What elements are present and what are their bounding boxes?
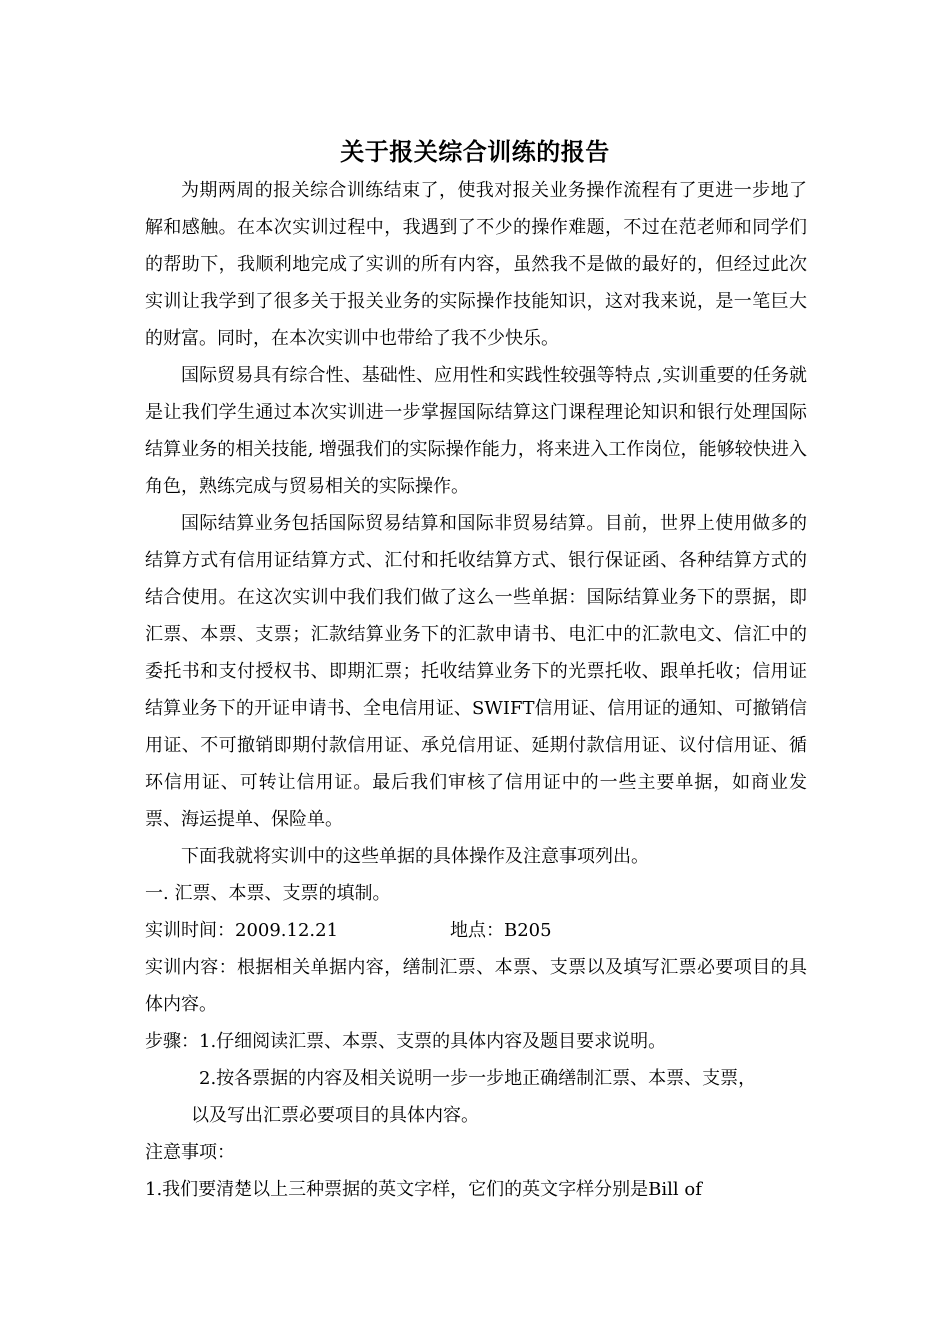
training-time: 实训时间：2009.12.21	[145, 920, 339, 941]
section-heading: 一. 汇票、本票、支票的填制。	[145, 883, 391, 904]
step-2-continued: 以及写出汇票必要项目的具体内容。	[191, 1105, 479, 1126]
training-content: 实训内容：根据相关单据内容，缮制汇票、本票、支票以及填写汇票必要项目的具体内容。	[145, 957, 807, 1015]
paragraph-settlement-business: 国际结算业务包括国际贸易结算和国际非贸易结算。目前，世界上使用做多的结算方式有信用证结算方式、汇付和托收结算方式、银行保证函、各种结算方式的结合使用。在这次实训中我们我们做了这么一些单据：国际结算业务下的票据，即汇票、本票、支票；汇款结算业务下的汇款申请书、电汇中的汇款电文、信汇中的委托书和支付授权书、即期汇票；托收结算业务下的光票托收、跟单托收；信用证结算业务下的开证申请书、全电信用证、SWIFT信用证、信用证的通知、可撤销信用证、不可撤销即期付款信用证、承兑信用证、延期付款信用证、议付信用证、循环信用证、可转让信用证。最后我们审核了信用证中的一些主要单据，如商业发票、海运提单、保险单。	[145, 513, 807, 830]
step-2: 2.按各票据的内容及相关说明一步一步地正确缮制汇票、本票、支票，	[199, 1068, 757, 1089]
paragraph-list-intro: 下面我就将实训中的这些单据的具体操作及注意事项列出。	[181, 846, 649, 867]
note-1: 1.我们要清楚以上三种票据的英文字样，它们的英文字样分别是Bill of	[145, 1179, 702, 1200]
step-1: 步骤：1.仔细阅读汇票、本票、支票的具体内容及题目要求说明。	[145, 1031, 667, 1052]
paragraph-trade-features: 国际贸易具有综合性、基础性、应用性和实践性较强等特点 ,实训重要的任务就是让我们学生通过本次实训进一步掌握国际结算这门课程理论知识和银行处理国际结算业务的相关技能, 增强我们的实际操作能力，将来进入工作岗位，能够较快进入角色，熟练完成与贸易相关的实际操作。	[145, 365, 807, 497]
notes-heading: 注意事项：	[145, 1142, 235, 1163]
document-body	[145, 172, 807, 1208]
training-location: 地点：B205	[450, 920, 552, 941]
document-title: 关于报关综合训练的报告	[340, 138, 610, 166]
paragraph-intro: 为期两周的报关综合训练结束了，使我对报关业务操作流程有了更进一步地了解和感触。在本次实训过程中，我遇到了不少的操作难题，不过在范老师和同学们的帮助下，我顺利地完成了实训的所有内容，虽然我不是做的最好的，但经过此次实训让我学到了很多关于报关业务的实际操作技能知识，这对我来说，是一笔巨大的财富。同时，在本次实训中也带给了我不少快乐。	[145, 180, 807, 349]
training-info-row	[145, 912, 807, 949]
